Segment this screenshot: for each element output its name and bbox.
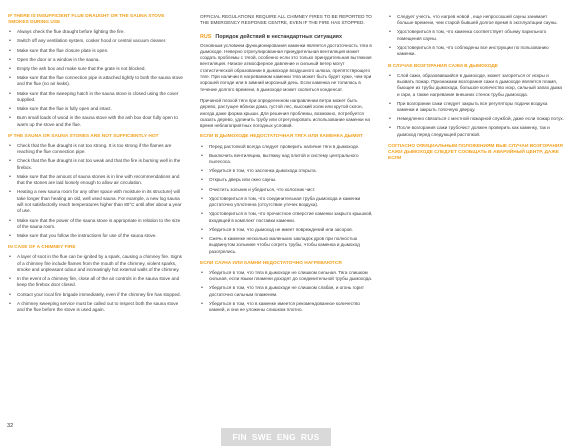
section-chimney-fire <box>8 245 184 313</box>
section-not-hot <box>8 134 184 239</box>
paragraph: Причиной плохой тяги при определенном направлении ветра может быть дерево, растущее вблизи дома, густой лес, высокий холм или крутой склон, иногда даже форма крыши. Для решения проблемы, возможно, потребуется сказать дерево, удлинить трубу или отрегулировать использование каменки на время неблагоприятных погодных условий. <box>200 97 370 129</box>
list-item: • Make sure that the power of the sauna stove is appropriate in relation to the size of the sauna room. <box>8 218 184 231</box>
list-item: • Удостовериться в том, что соблюдены все инструкции по пользованию каменки. <box>388 45 564 58</box>
language-tag: RUS <box>200 33 212 40</box>
list-item: • После возгорания сажи трубочист должен проверить как каменку, так и дымоход перед следующей растопкой. <box>388 125 564 138</box>
list-item: • Make sure that the flue connection pipe is attached tightly to both the sauna stove and the flue (no air leaks). <box>8 75 184 88</box>
list-item: • Выключить вентиляцию, вытяжку над плитой и систему центрального пылесоса. <box>200 153 374 166</box>
column-middle <box>200 14 374 316</box>
language-bar <box>221 428 331 446</box>
list-item: • Убедиться в том, что в каменке имеется рекомендованное количество камней, и они не уложены слишком плотно. <box>200 301 374 314</box>
paragraph: Основным условием функционирования каменки является достаточность тяги в дымоходе. Неверно отрегулированная принудительная вентиляция может создать проблемы с тягой, особенно если это только принудительная вытяжная вентиляция. Низкое атмосферное давление и сильный ветер могут статистической образовании в дымоходе воздушного шлюза, препятствующего тяге. При наличии в нагреваемом каменки тяга может быть будет хуже, чем при хорошей погоде или в зимний морозный день. Если каменка не топилась в течение долгого времени, в дымоходе может скопиться конденсат. <box>200 42 372 92</box>
column-left <box>8 14 184 316</box>
list-item: • Make sure that the sweeping hatch in the sauna stove is closed using the cover supplied. <box>8 91 184 104</box>
bullet-list <box>200 144 374 255</box>
page-number: 32 <box>7 423 14 429</box>
list-item: • A chimney sweeping service must be called out to inspect both the sauna stove and the flue before the stove is used again. <box>8 301 184 314</box>
section-rus-chimney-fire <box>388 64 564 138</box>
list-item: • Убедиться в том, что дымоход не имеет повреждений или засоров. <box>200 227 374 233</box>
rus-section-title <box>200 34 374 41</box>
list-item: • Make sure that you follow the instructions for use of the sauna stove. <box>8 233 184 239</box>
list-item: • Немедленно связаться с местной пожарной службой, даже если пожар потух. <box>388 116 564 122</box>
list-item: • Make sure that the flue is fully open and intact. <box>8 106 184 112</box>
list-item: • При возгорании сажи следует закрыть все регуляторы подачи воздуха каменки и закрыть топочную дверцу. <box>388 101 564 114</box>
language-swe[interactable]: SWE <box>251 432 272 442</box>
list-item: • Empty the ash box and make sure that the grate is not blocked. <box>8 66 184 72</box>
list-item: • Check that the flue draught is not too weak and that the fire is burning well in the firebox. <box>8 158 184 171</box>
bullet-list <box>8 143 184 239</box>
list-item: • Убедиться в том, что заслонка дымохода открыта. <box>200 168 374 174</box>
list-item: • Always check the flue draught before lighting the fire. <box>8 29 184 35</box>
rus-title-text: Порядок действий в нестандартных ситуациях <box>215 33 342 40</box>
section-heading: IF THERE IS INSUFFICIENT FLUE DRAUGHT OR THE SAUNA STOVE SMOKES DURING USE <box>8 14 165 26</box>
list-item: • Убедиться в том, что тяга в дымоходе не слишком сильная. Тяга слишком сильная, если языки пламени доходят до соединительной трубы дымохода. <box>200 270 374 283</box>
bullet-list <box>200 270 374 314</box>
language-rus[interactable]: RUS <box>300 432 320 442</box>
list-item: • Очистить зольник и убедиться, что колосник чист. <box>200 187 374 193</box>
list-item: • Switch off any ventilation system, cooker hood or central vacuum cleaner. <box>8 38 184 44</box>
language-eng[interactable]: ENG <box>276 432 296 442</box>
list-item: • Удостовериться в том, что каменка соответствует объему парильного помещения сауны. <box>388 29 564 42</box>
list-item: • Check that the flue draught is not too strong. It is too strong if the flames are reaching the flue connection pipe. <box>8 143 184 156</box>
list-item: • Следует учесть, что нагрев новой , еще непросохшей сауны занимает больше времени, чем старой бывшей долгое время в эксплуатации сауны. <box>388 14 564 27</box>
list-item: • In the event of a chimney fire, close all of the air controls in the sauna stove and keep the firebox door closed. <box>8 276 184 289</box>
regulation-notice: OFFICIAL REGULATIONS REQUIRE ALL CHIMNEY FIRES TO BE REPORTED TO THE EMERGENCY RESPONSE CENTRE, EVEN IF THE FIRE HAS STOPPED. <box>200 14 372 26</box>
list-item: • Make sure that the flue closure plate is open. <box>8 48 184 54</box>
section-rus-draught <box>200 134 374 254</box>
list-item: • Сжечь в каменке несколько маленьких закладок дров при полностью выдвинутом зольнике чтобы согреть трубы, чтобы каменка и дымоход разогрелись. <box>200 236 374 255</box>
section-heading: IN CASE OF A CHIMNEY FIRE <box>8 245 76 251</box>
list-item: • Make sure that the amount of sauna stones is in line with recommendations and that the stones are laid loosely enough to allow air circulation. <box>8 174 184 187</box>
list-item: • Удостовериться в том, что соединительная труба дымохода и каменки достаточно уплотнена (отсутствие утечек воздуха). <box>200 196 374 209</box>
language-fin[interactable]: FIN <box>232 432 247 442</box>
section-flue-draught <box>8 14 184 128</box>
bullet-list <box>388 73 564 138</box>
bullet-list <box>8 254 184 313</box>
list-item: • Heating a new sauna room for any other space with moisture in its structure) will take longer than heating an old, well used sauna. For example, a new log sauna will not satisfactorily reach temperatures higher than 80°C until after about a year of use. <box>8 189 184 214</box>
list-item: • Слой сажи, образовавшийся в дымоходе, может загореться от искры и вызвать пожар. Признаками возгорания сажи в дымоходе является пламя, бьющее из трубы дымохода, большое количество искр, сильный запах дыма и гари, а также нагревание внешних стенок трубы дымохода. <box>388 73 564 98</box>
list-item: • Open the door or a window in the sauna. <box>8 57 184 63</box>
section-heading: IF THE SAUNA OR SAUNA STONES ARE NOT SUFFICIENTLY HOT <box>8 133 159 139</box>
column-right <box>388 14 564 165</box>
list-item: • Открыть дверь или окно сауны. <box>200 177 374 183</box>
list-item: • A layer of soot in the flue can be ignited by a spark, causing a chimney fire. Signs of a chimney fire include flames from the mouth of the chimney, violent sparks, smoke and unpleasant odour and increasingly hot external walls of the chimney. <box>8 254 184 273</box>
list-item: • Удостовериться в том, что прочистное отверстие каменки закрыто крышкой, входящей в комплект поставки каменки. <box>200 211 374 224</box>
section-rus-not-hot <box>200 261 374 314</box>
bullet-list <box>388 14 564 58</box>
list-item: • Burn small loads of wood in the sauna stove with the ash box door fully open to warm up the stove and the flue. <box>8 115 184 128</box>
bullet-list <box>8 29 184 128</box>
section-heading: ЕСЛИ САУНА ИЛИ КАМНИ НЕДОСТАТОЧНО НАГРЕВАЮТСЯ <box>200 260 342 266</box>
list-item: • Перед растопкой всегда следует проверить наличие тяги в дымоходе. <box>200 144 374 150</box>
section-heading: ЕСЛИ В ДЫМОХОДЕ НЕДОСТАТОЧНАЯ ТЯГА ИЛИ КАМЕНКА ДЫМИТ <box>200 134 363 140</box>
list-item: • Убедиться в том, что тяга в дымоходе не слишком слабая, и огонь горит достаточно сильным пламенем. <box>200 285 374 298</box>
list-item: • Contact your local fire brigade immediately, even if the chimney fire has stopped. <box>8 292 184 298</box>
closing-notice: СОГЛАСНО ОФИЦИАЛЬНЫМ ПОЛОЖЕНИЯМ ВЫЕ СЛУЧАИ ВОЗГОРАНИЯ САЖИ ДЫМОХОДЕ СЛЕДУЕТ СООБЩАТЬ В АВАРИЙНЫЙ ЦЕНТР, ДАЖЕ ЕСЛИ <box>388 144 563 162</box>
section-heading: В СЛУЧАЕ ВОЗГОРАНИЯ САЖИ В ДЫМОХОДЕ <box>388 63 498 69</box>
